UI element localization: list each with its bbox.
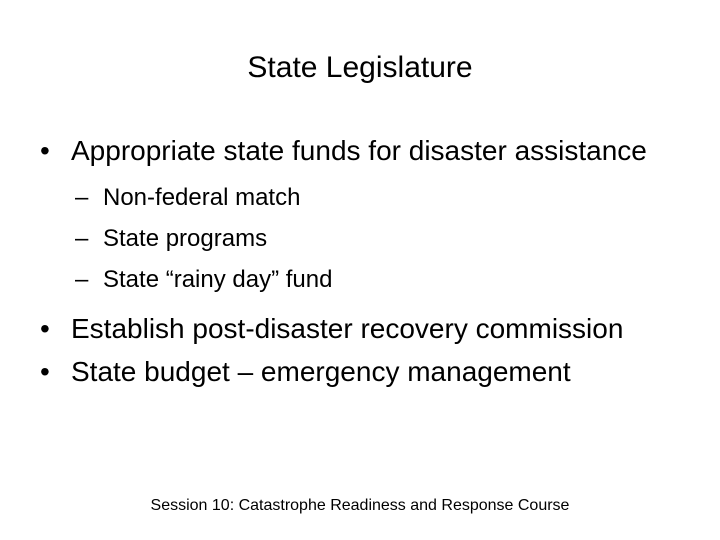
bullet-marker: • [40, 313, 50, 344]
bullet-item [40, 355, 700, 388]
bullet-marker: • [40, 356, 50, 387]
sub-item [75, 218, 700, 259]
sub-list [75, 177, 700, 300]
slide-content [40, 134, 700, 388]
sub-item [75, 177, 700, 218]
bullet-item [40, 312, 700, 345]
bullet-text: State budget – emergency management [71, 356, 571, 387]
sub-marker: – [75, 225, 89, 252]
sub-marker: – [75, 266, 89, 293]
sub-item-text: State “rainy day” fund [103, 266, 333, 293]
bullet-item [40, 134, 700, 167]
bullet-text: Appropriate state funds for disaster assistance [71, 135, 647, 166]
sub-item [75, 259, 700, 300]
bullet-text: Establish post-disaster recovery commission [71, 313, 624, 344]
slide-footer: Session 10: Catastrophe Readiness and Response Course [150, 497, 570, 514]
bullet-marker: • [40, 135, 50, 166]
sub-marker: – [75, 184, 89, 211]
slide-title: State Legislature [247, 51, 473, 84]
sub-item-text: State programs [103, 225, 268, 252]
sub-item-text: Non-federal match [103, 184, 301, 211]
